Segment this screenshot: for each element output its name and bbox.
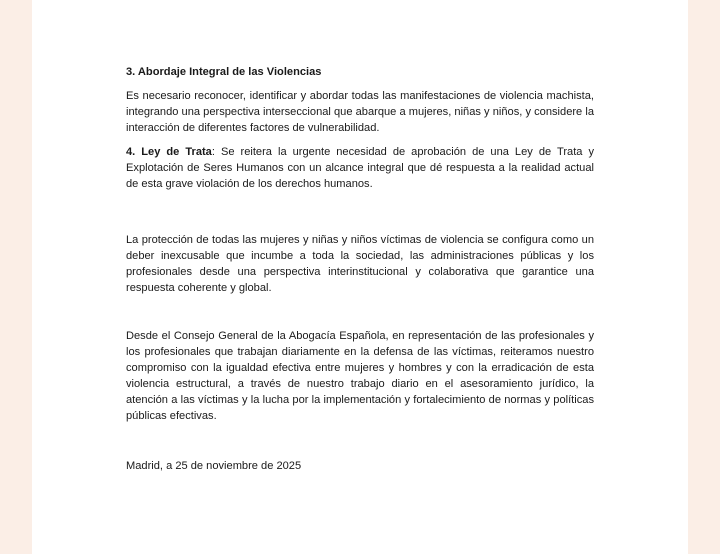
protection-paragraph: La protección de todas las mujeres y niñas y niños víctimas de violencia se configura como un deber inexcusable que incumbe a toda la sociedad, las administraciones públicas y los profesionales desde una perspectiva interinstitucional y colaborativa que garantice una respuesta coherente y global. [126,234,594,294]
section-4-heading: 4. Ley de Trata [126,146,212,158]
section-4-paragraph [126,144,594,192]
document-page [32,0,688,554]
section-3-text: Es necesario reconocer, identificar y abordar todas las manifestaciones de violencia machista, integrando una perspectiva interseccional que abarque a mujeres, niñas y niños, y considere la interacción de diferentes factores de vulnerabilidad. [126,90,594,134]
section-3-heading: 3. Abordaje Integral de las Violencias [126,66,322,78]
consejo-paragraph: Desde el Consejo General de la Abogacía Española, en representación de las profesionales y los profesionales que trabajan diariamente en la defensa de las víctimas, reiteramos nuestro compromiso con la igualdad efectiva entre mujeres y hombres y con la erradicación de esta violencia estructural, a través de nuestro trabajo diario en el asesoramiento jurídico, la atención a las víctimas y la lucha por la implementación y fortalecimiento de normas y políticas públicas efectivas. [126,330,594,422]
document-content [126,64,594,474]
section-4-text: : Se reitera la urgente necesidad de aprobación de una Ley de Trata y Explotación de Seres Humanos con un alcance integral que dé respuesta a la realidad actual de esta grave violación de los derechos humanos. [126,146,595,190]
signature-date: Madrid, a 25 de noviembre de 2025 [126,460,302,472]
